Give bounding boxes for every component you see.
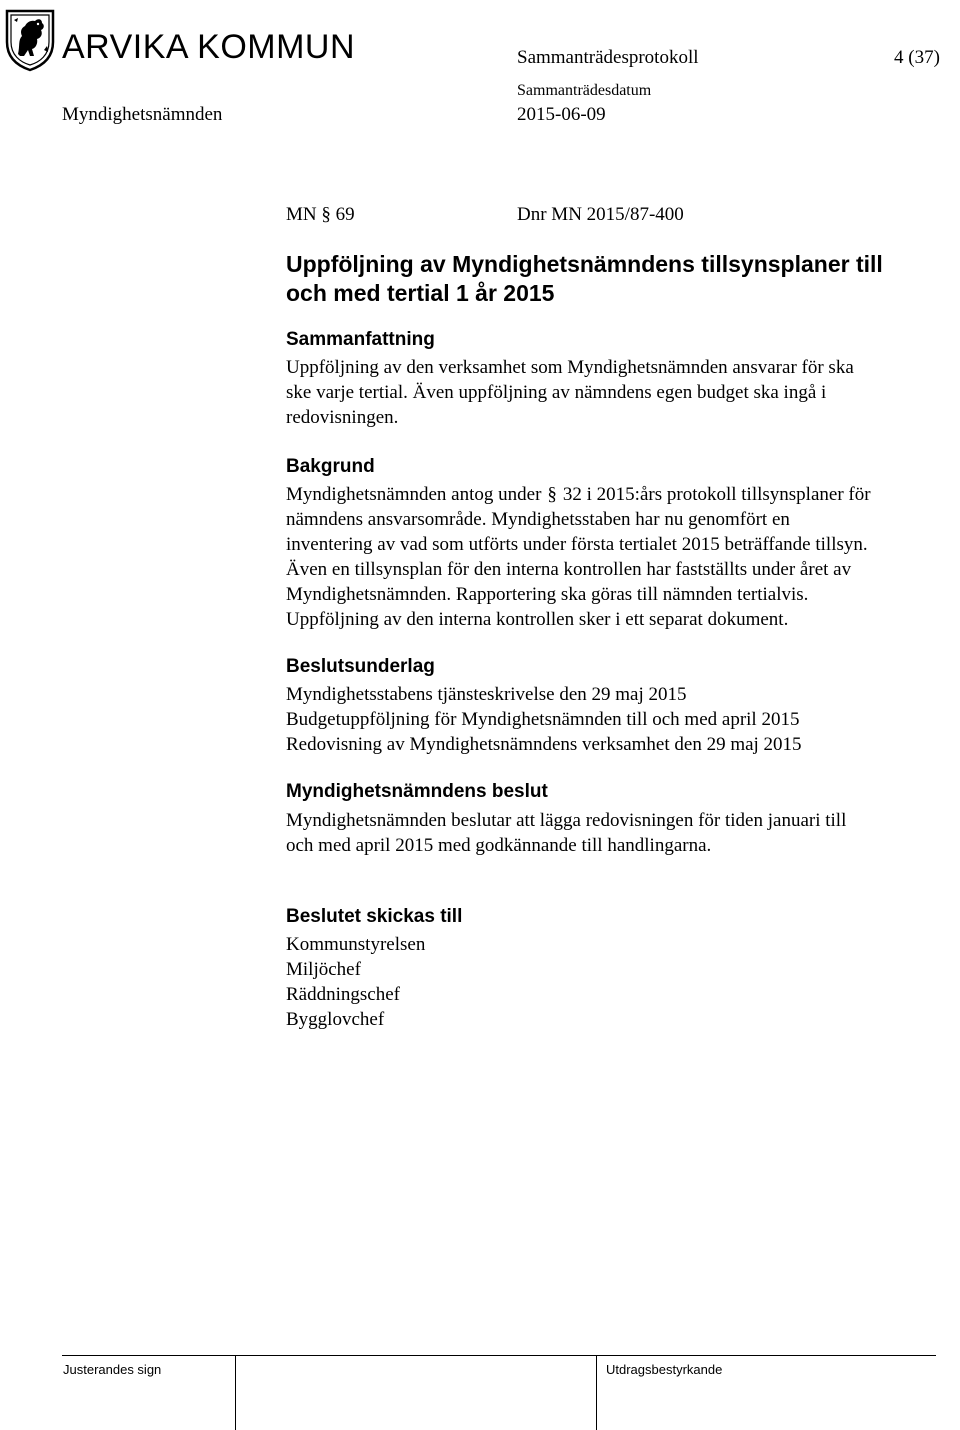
basis-item: Myndighetsstabens tjänsteskrivelse den 29 maj 2015	[286, 684, 687, 705]
title-line: Uppföljning av Myndighetsnämndens tillsynsplaner till	[286, 251, 883, 277]
text-line: Myndighetsnämnden beslutar att lägga redovisningen för tiden januari till	[286, 810, 847, 831]
footer-rule	[62, 1355, 936, 1356]
text-line: nämndens ansvarsområde. Myndighetsstaben har nu genomfört en	[286, 509, 790, 530]
diary-number: Dnr MN 2015/87-400	[517, 204, 684, 225]
summary-text	[286, 355, 946, 430]
text-line	[286, 482, 946, 507]
recipients-list	[286, 932, 946, 1032]
footer-divider	[596, 1355, 597, 1430]
extract-certification-label: Utdragsbestyrkande	[606, 1362, 723, 1377]
text-line: redovisningen.	[286, 407, 399, 428]
footer-divider	[235, 1355, 236, 1430]
text-line: Uppföljning av den interna kontrollen sker i ett separat dokument.	[286, 609, 789, 630]
meeting-date-label: Sammanträdesdatum	[517, 82, 652, 99]
organization-wordmark: ARVIKA KOMMUN	[62, 28, 356, 66]
text-line: Uppföljning av den verksamhet som Myndighetsnämnden ansvarar för ska	[286, 357, 854, 378]
adjuster-signature-label: Justerandes sign	[63, 1362, 162, 1377]
meeting-date: 2015-06-09	[517, 104, 606, 125]
text-segment: 32 i 2015:års protokoll tillsynsplaner för	[562, 484, 871, 505]
text-line: och med april 2015 med godkännande till handlingarna.	[286, 835, 712, 856]
decision-text	[286, 808, 946, 858]
paragraph-number: MN § 69	[286, 204, 355, 225]
basis-list	[286, 682, 946, 757]
basis-item: Budgetuppföljning för Myndighetsnämnden till och med april 2015	[286, 709, 800, 730]
text-line: ske varje tertial. Även uppföljning av nämndens egen budget ska ingå i	[286, 382, 827, 403]
recipient: Räddningschef	[286, 984, 400, 1005]
page-number: 4 (37)	[894, 47, 940, 68]
coat-of-arms-icon	[4, 8, 56, 72]
summary-heading: Sammanfattning	[286, 329, 435, 350]
body-name: Myndighetsnämnden	[62, 104, 223, 125]
text-line: Myndighetsnämnden. Rapportering ska göras till nämnden tertialvis.	[286, 584, 809, 605]
text-line: inventering av vad som utförts under första tertialet 2015 beträffande tillsyn.	[286, 534, 868, 555]
background-text	[286, 482, 946, 632]
basis-item: Redovisning av Myndighetsnämndens verksamhet den 29 maj 2015	[286, 734, 802, 755]
document-type: Sammanträdesprotokoll	[517, 47, 699, 68]
text-line: Även en tillsynsplan för den interna kontrollen har fastställts under året av	[286, 559, 852, 580]
recipient: Bygglovchef	[286, 1009, 385, 1030]
recipient: Kommunstyrelsen	[286, 934, 426, 955]
title-line: och med tertial 1 år 2015	[286, 280, 555, 306]
recipient: Miljöchef	[286, 959, 361, 980]
recipients-heading: Beslutet skickas till	[286, 906, 463, 927]
background-heading: Bakgrund	[286, 456, 375, 477]
text-segment: Myndighetsnämnden antog under	[286, 484, 542, 505]
section-mark: §	[547, 484, 557, 505]
decision-heading: Myndighetsnämndens beslut	[286, 781, 548, 802]
case-title	[286, 250, 946, 308]
basis-heading: Beslutsunderlag	[286, 656, 435, 677]
